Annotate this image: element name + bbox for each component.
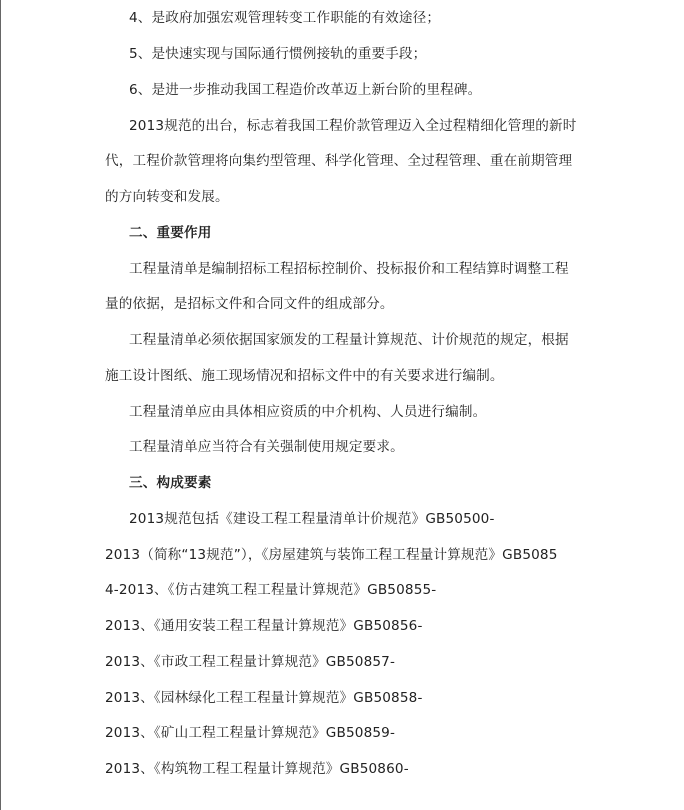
components-line-2: 2013（简称“13规范”），《房屋建筑与装饰工程工程量计算规范》GB5085 <box>105 547 558 563</box>
importance-para4: 工程量清单应当符合有关强制使用规定要求。 <box>129 439 404 455</box>
section-heading-components: 三、构成要素 <box>129 475 212 491</box>
intro-paragraph-line-3: 的方向转变和发展。 <box>105 189 229 205</box>
components-line-8: 2013、《构筑物工程工程量计算规范》GB50860- <box>105 761 409 777</box>
list-item-5: 5、是快速实现与国际通行惯例接轨的重要手段； <box>129 46 427 62</box>
page-left-border <box>0 0 1 810</box>
components-line-3: 4-2013、《仿古建筑工程工程量计算规范》GB50855- <box>105 582 437 598</box>
components-line-7: 2013、《矿山工程工程量计算规范》GB50859- <box>105 725 396 741</box>
list-item-6: 6、是进一步推动我国工程造价改革迈上新台阶的里程碑。 <box>129 82 482 98</box>
intro-paragraph-line-1: 2013规范的出台，标志着我国工程价款管理迈入全过程精细化管理的新时 <box>129 118 577 134</box>
intro-paragraph-line-2: 代，工程价款管理将向集约型管理、科学化管理、全过程管理、重在前期管理 <box>105 153 573 169</box>
section-heading-importance: 二、重要作用 <box>129 225 212 241</box>
importance-para1-line-1: 工程量清单是编制招标工程招标控制价、投标报价和工程结算时调整工程 <box>129 261 569 277</box>
importance-para2-line-2: 施工设计图纸、施工现场情况和招标文件中的有关要求进行编制。 <box>105 368 504 384</box>
components-line-4: 2013、《通用安装工程工程量计算规范》GB50856- <box>105 618 423 634</box>
list-item-4: 4、是政府加强宏观管理转变工作职能的有效途径； <box>129 10 441 26</box>
importance-para3: 工程量清单应由具体相应资质的中介机构、人员进行编制。 <box>129 404 487 420</box>
components-line-6: 2013、《园林绿化工程工程量计算规范》GB50858- <box>105 690 423 706</box>
components-line-5: 2013、《市政工程工程量计算规范》GB50857- <box>105 654 396 670</box>
importance-para2-line-1: 工程量清单必须依据国家颁发的工程量计算规范、计价规范的规定，根据 <box>129 332 569 348</box>
components-line-1: 2013规范包括《建设工程工程量清单计价规范》GB50500- <box>129 511 495 527</box>
importance-para1-line-2: 量的依据，是招标文件和合同文件的组成部分。 <box>105 296 394 312</box>
